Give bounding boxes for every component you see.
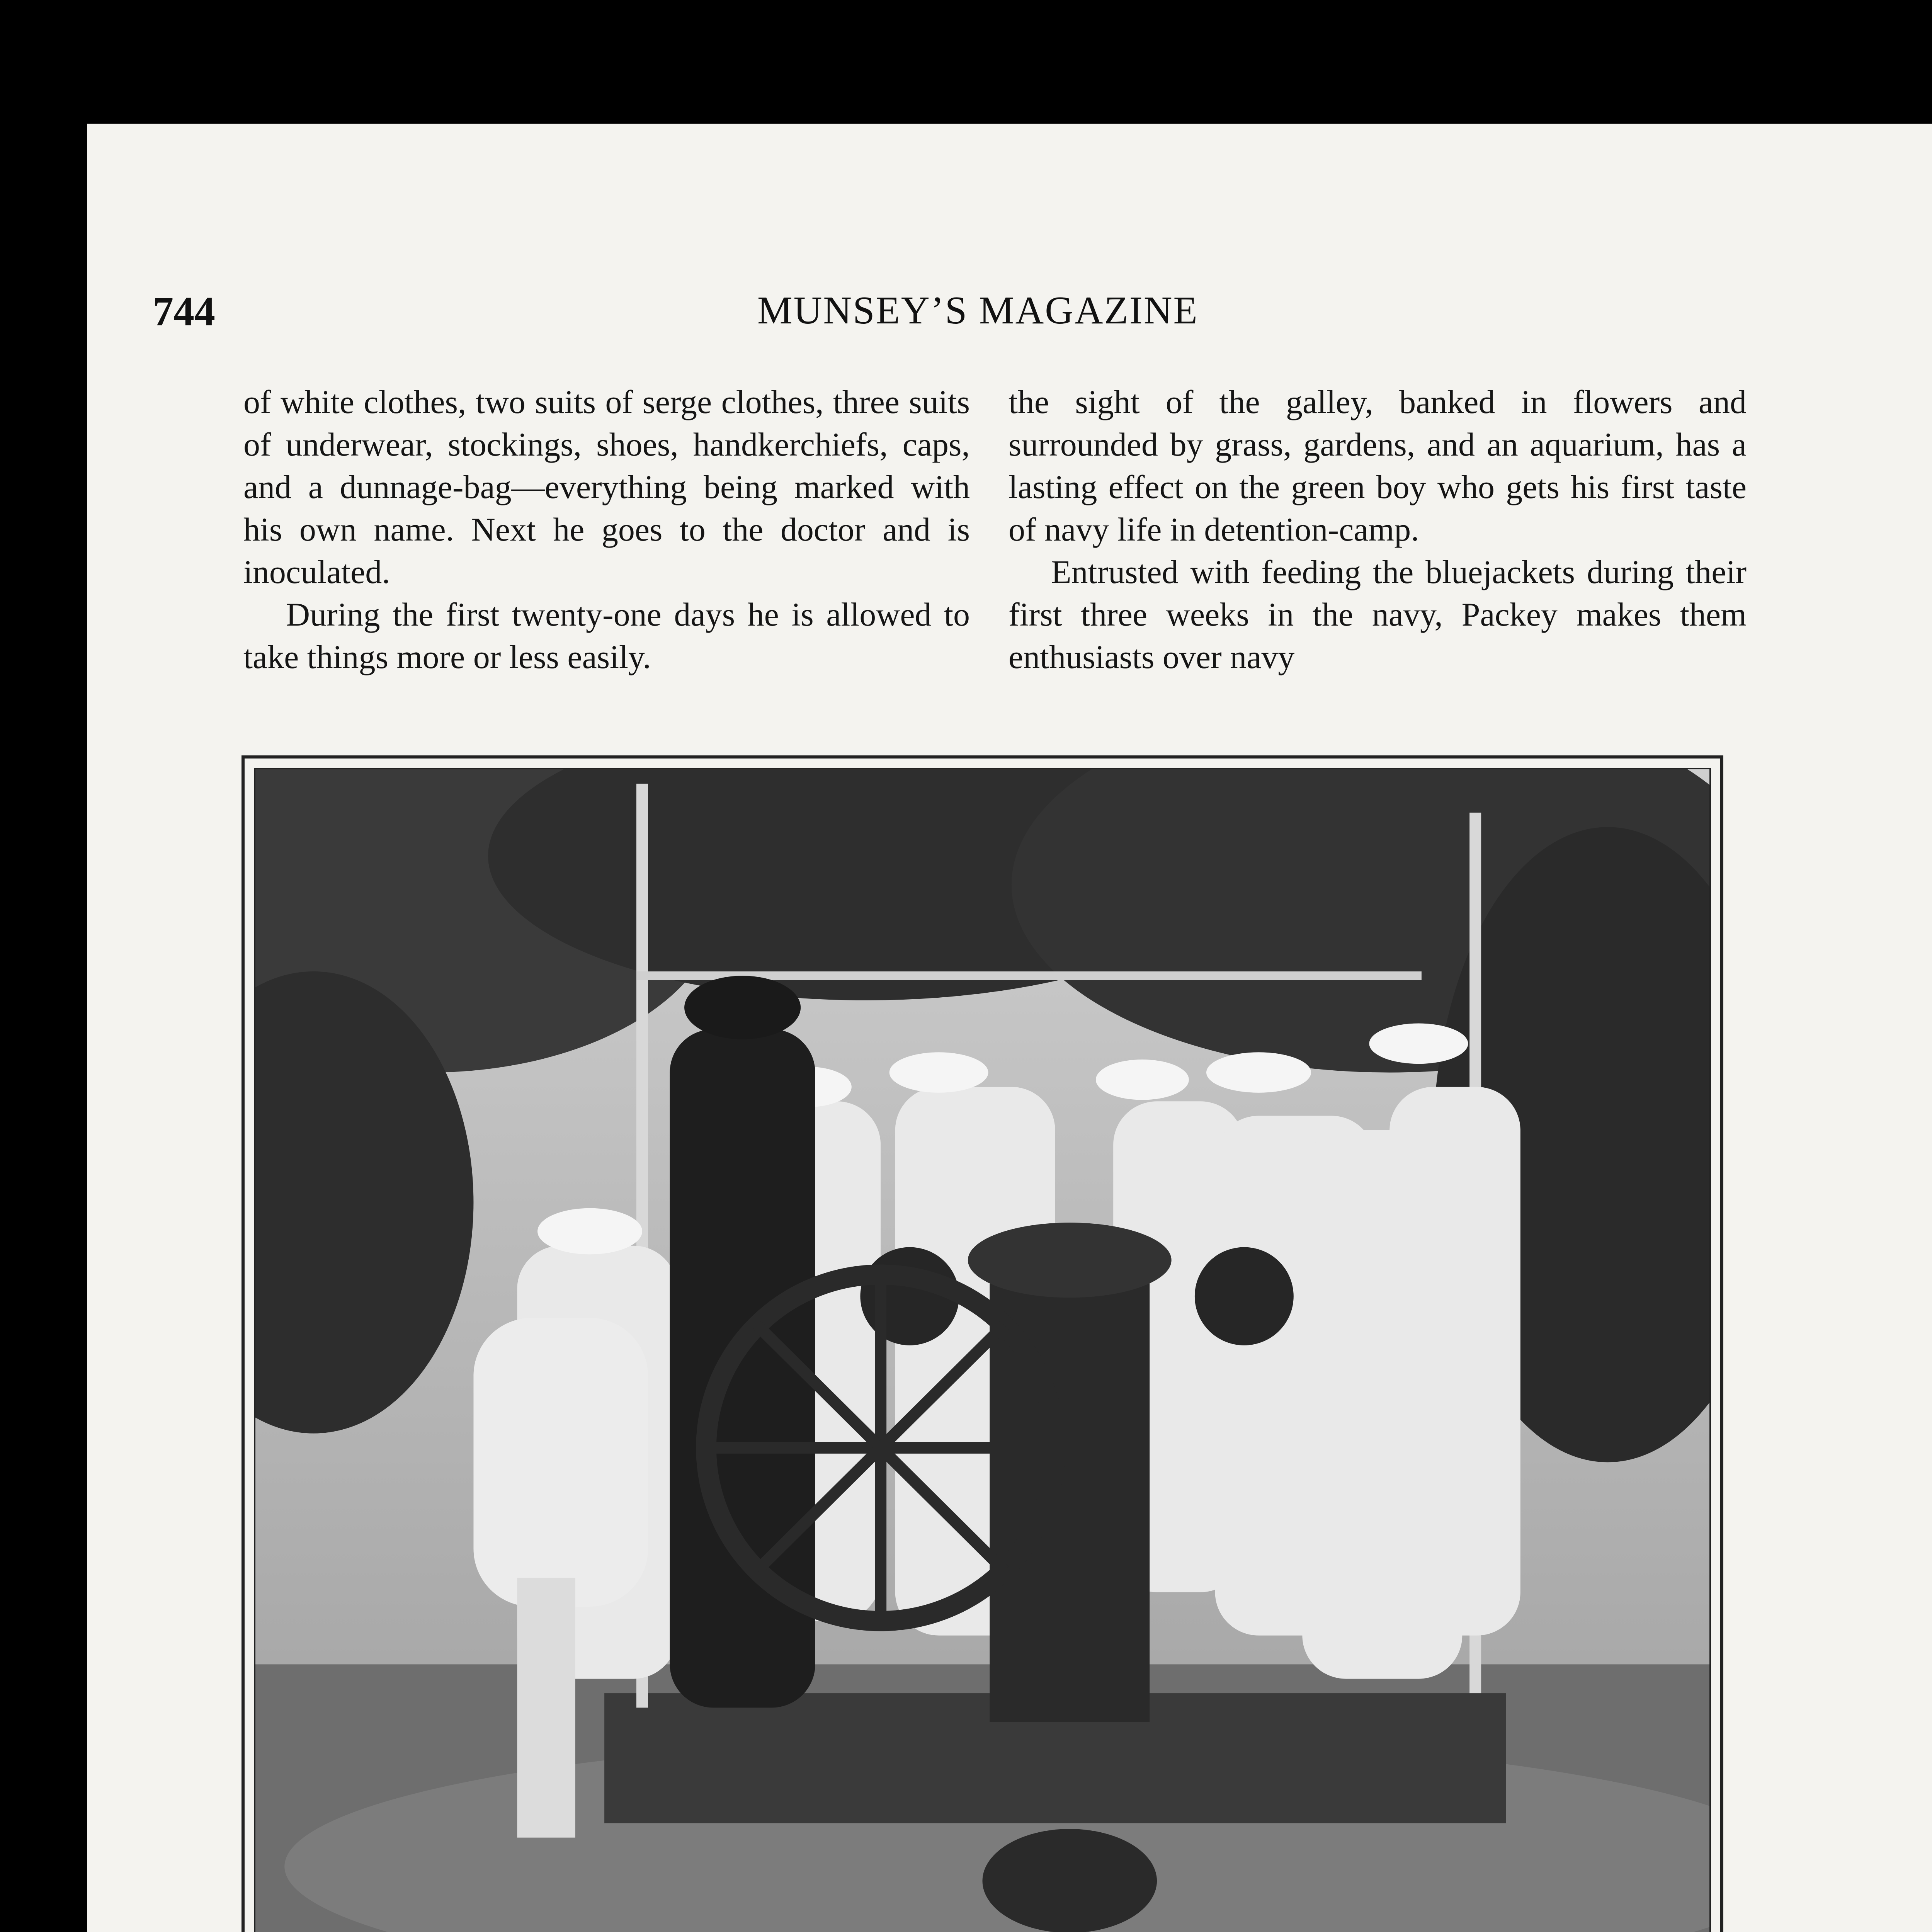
paragraph: the sight of the galley, banked in flowers and surrounded by grass, gardens, and an aquarium, has a lasting effect on the green boy who gets his first taste of navy life in detention-camp. [1009, 383, 1747, 548]
paragraph: Entrusted with feeding the bluejackets during their first three weeks in the navy, Packey makes them enthusiasts over navy [1009, 553, 1747, 675]
photograph-steering-wheel-binnacle [254, 768, 1711, 1932]
paragraph: During the first twenty-one days he is allowed to take things more or less easily. [243, 596, 970, 675]
top-right-column [1009, 381, 1747, 678]
paragraph: of white clothes, two suits of serge clothes, three suits of underwear, stockings, shoes, handkerchiefs, caps, and a dunnage-bag—everything being marked with his own name. Next he goes to the doctor and is inoculated. [243, 383, 970, 590]
top-left-column [243, 381, 970, 678]
photo-frame [242, 755, 1723, 1932]
photo-illustration [255, 769, 1709, 1932]
page-number: 744 [153, 289, 215, 335]
running-head: MUNSEY’S MAGAZINE [757, 289, 1199, 332]
